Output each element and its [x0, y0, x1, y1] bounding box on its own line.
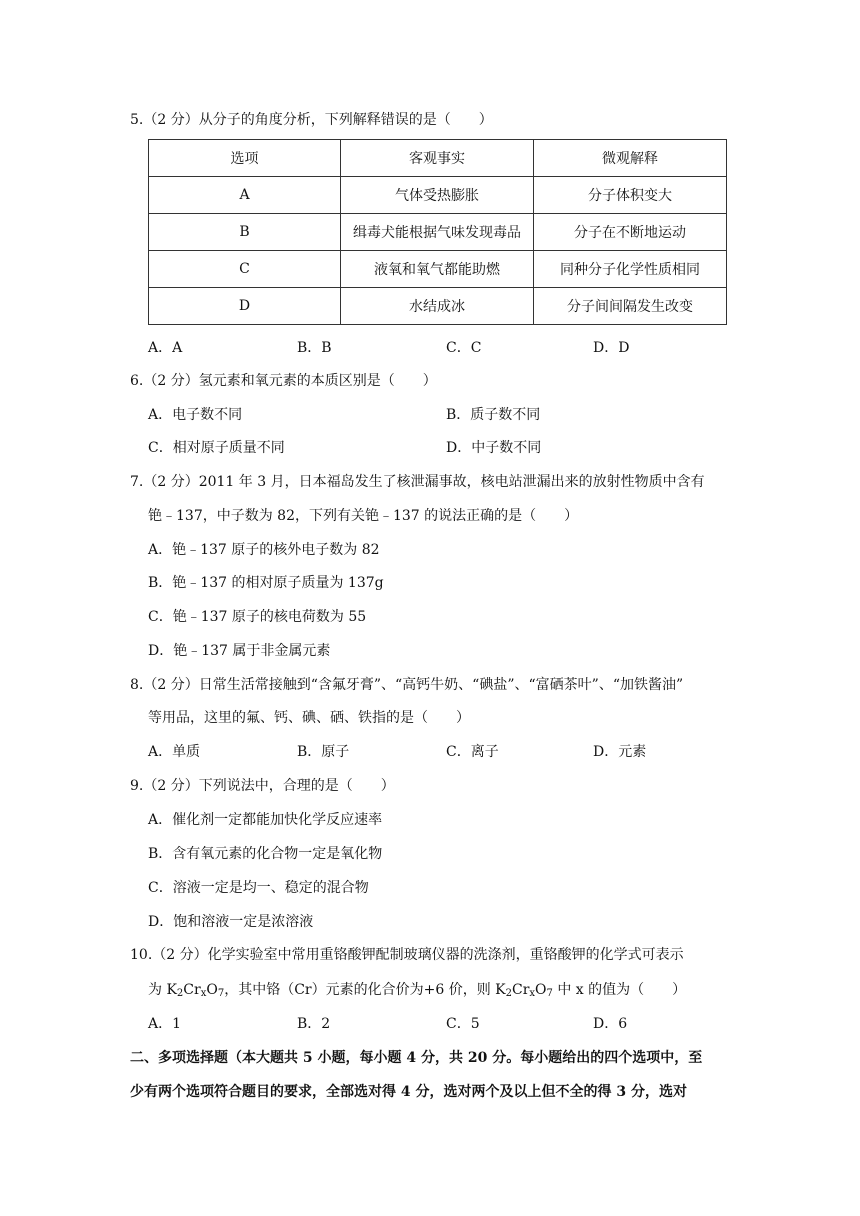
q9-option-b: B．含有氧元素的化合物一定是氧化物	[148, 846, 383, 862]
formula-o: O	[206, 982, 218, 998]
section2-heading-line1: 二、多项选择题（本大题共 5 小题，每小题 4 分，共 20 分。每小题给出的四个选项中，至	[130, 1050, 703, 1066]
q9-stem: 9.（2 分）下列说法中，合理的是（ ）	[130, 778, 395, 794]
q7-stem-line1: 7.（2 分）2011 年 3 月，日本福岛发生了核泄漏事故，核电站泄漏出来的放射性物质中含有	[130, 474, 705, 490]
q6-stem: 6.（2 分）氢元素和氧元素的本质区别是（ ）	[130, 373, 437, 389]
q7-stem-line2: 铯﹣137，中子数为 82，下列有关铯﹣137 的说法正确的是（ ）	[148, 508, 579, 524]
table-row	[149, 288, 727, 325]
table-row	[149, 251, 727, 288]
table-header-cell: 客观事实	[341, 140, 534, 177]
q6-option-b: B．质子数不同	[446, 407, 541, 423]
table-header-cell: 选项	[149, 140, 341, 177]
q8-option-c: C．离子	[446, 744, 499, 760]
q6-option-a: A．电子数不同	[148, 407, 243, 423]
chemical-formula	[166, 982, 224, 998]
table-header-row	[149, 140, 727, 177]
q5-option-b: B．B	[297, 340, 332, 356]
formula-cr: Cr	[183, 982, 201, 998]
q10-line2-suffix: 中 x 的值为（ ）	[552, 982, 687, 998]
table-cell: 水结成冰	[341, 288, 534, 325]
q6-option-c: C．相对原子质量不同	[148, 440, 285, 456]
formula-cr: Cr	[512, 982, 530, 998]
q8-option-a: A．单质	[148, 744, 201, 760]
table-cell: 同种分子化学性质相同	[534, 251, 727, 288]
q10-option-d: D．6	[593, 1016, 628, 1032]
chemical-formula	[495, 982, 553, 998]
q7-option-b: B．铯﹣137 的相对原子质量为 137g	[148, 575, 384, 591]
q8-stem-line2: 等用品，这里的氟、钙、碘、硒、铁指的是（ ）	[148, 710, 470, 726]
section2-heading-line2: 少有两个选项符合题目的要求，全部选对得 4 分，选对两个及以上但不全的得 3 分，选对	[130, 1084, 687, 1100]
q7-option-c: C．铯﹣137 原子的核电荷数为 55	[148, 609, 367, 625]
q8-option-b: B．原子	[297, 744, 350, 760]
q8-option-d: D．元素	[593, 744, 647, 760]
q10-stem-line1: 10.（2 分）化学实验室中常用重铬酸钾配制玻璃仪器的洗涤剂，重铬酸钾的化学式可表示	[130, 947, 684, 963]
table-cell: 分子体积变大	[534, 177, 727, 214]
table-cell: 缉毒犬能根据气味发现毒品	[341, 214, 534, 251]
q10-option-b: B．2	[297, 1016, 331, 1032]
formula-k-subscript: 2	[505, 988, 512, 999]
formula-k: K	[166, 982, 177, 998]
formula-o-subscript: 7	[217, 988, 225, 999]
table-cell: 分子间间隔发生改变	[534, 288, 727, 325]
table-cell: A	[149, 177, 341, 214]
q5-table	[148, 139, 727, 325]
q5-option-d: D．D	[593, 340, 630, 356]
table-cell: 气体受热膨胀	[341, 177, 534, 214]
q10-stem-line2	[148, 980, 686, 1000]
q8-stem-line1: 8.（2 分）日常生活常接触到“含氟牙膏”、“高钙牛奶、“碘盐”、“富硒茶叶”、“加铁酱油”	[130, 677, 684, 693]
formula-x-subscript: x	[529, 988, 536, 999]
formula-o: O	[535, 982, 547, 998]
q9-option-c: C．溶液一定是均一、稳定的混合物	[148, 880, 369, 896]
table-cell: C	[149, 251, 341, 288]
formula-k: K	[495, 982, 506, 998]
table-cell: B	[149, 214, 341, 251]
formula-o-subscript: 7	[546, 988, 553, 999]
table-cell: 分子在不断地运动	[534, 214, 727, 251]
q7-option-d: D．铯﹣137 属于非金属元素	[148, 643, 331, 659]
q5-option-c: C．C	[446, 340, 482, 356]
q10-line2-middle: ，其中铬（Cr）元素的化合价为+6 价，则	[224, 982, 496, 998]
q9-option-d: D．饱和溶液一定是浓溶液	[148, 914, 314, 930]
q5-option-a: A．A	[148, 340, 183, 356]
q10-option-a: A．1	[148, 1016, 182, 1032]
table-cell: D	[149, 288, 341, 325]
formula-x-subscript: x	[200, 988, 207, 999]
q9-option-a: A．催化剂一定都能加快化学反应速率	[148, 812, 383, 828]
q10-line2-prefix: 为	[148, 982, 167, 998]
q10-option-c: C．5	[446, 1016, 480, 1032]
table-header-cell: 微观解释	[534, 140, 727, 177]
q7-option-a: A．铯﹣137 原子的核外电子数为 82	[148, 542, 380, 558]
table-row	[149, 214, 727, 251]
table-cell: 液氧和氧气都能助燃	[341, 251, 534, 288]
table-row	[149, 177, 727, 214]
q6-option-d: D．中子数不同	[446, 440, 542, 456]
q5-stem: 5.（2 分）从分子的角度分析，下列解释错误的是（ ）	[130, 112, 493, 128]
formula-k-subscript: 2	[176, 988, 184, 999]
